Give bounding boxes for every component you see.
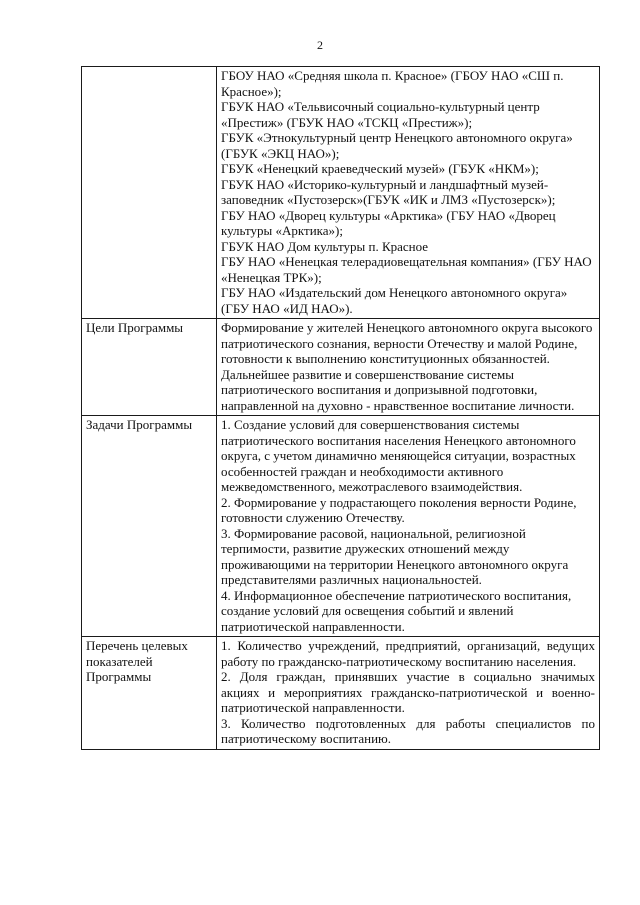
task-item: 3. Формирование расовой, национальной, религиозной терпимости, развитие дружеских отношений между проживающими на территории Ненецкого автономного округа представителями различных национальностей. xyxy=(221,525,569,587)
participant-item: ГБУК НАО Дом культуры п. Красное xyxy=(221,238,429,254)
goals-content-cell xyxy=(217,319,600,416)
participant-item: ГБУК НАО «Историко-культурный и ландшафтный музей-заповедник «Пустозерск»(ГБУК «ИК и ЛМЗ «Пустозерск»); xyxy=(221,176,556,207)
table-row-indicators xyxy=(82,637,600,750)
table-row-goals xyxy=(82,319,600,416)
page-number: 2 xyxy=(317,38,323,52)
participant-item: ГБУ НАО «Дворец культуры «Арктика» (ГБУ НАО «Дворец культуры «Арктика»); xyxy=(221,207,556,238)
task-item: 4. Информационное обеспечение патриотического воспитания, создание условий для освещения событий и явлений патриотической направленности. xyxy=(221,587,572,634)
goals-label: Цели Программы xyxy=(82,319,217,416)
program-passport-table xyxy=(81,66,600,750)
table-row-tasks xyxy=(82,416,600,637)
indicators-label: Перечень целевых показателей Программы xyxy=(82,637,217,750)
indicator-item: 1. Количество учреждений, предприятий, организаций, ведущих работу по гражданско-патриотическому воспитанию населения. xyxy=(221,638,595,669)
indicator-item: 3. Количество подготовленных для работы специалистов по патриотическому воспитанию. xyxy=(221,715,595,746)
participant-item: ГБОУ НАО «Средняя школа п. Красное» (ГБОУ НАО «СШ п. Красное»); xyxy=(221,68,564,99)
goal-paragraph: Формирование у жителей Ненецкого автономного округа высокого патриотического сознания, верности Отечеству и малой Родине, готовности к выполнению конституционных обязанностей. xyxy=(221,320,593,366)
table-row-participants xyxy=(82,67,600,319)
indicator-item: 2. Доля граждан, принявших участие в социально значимых акциях и мероприятиях гражданско-патриотической и военно-патриотической направленности. xyxy=(221,669,595,715)
tasks-content-cell xyxy=(217,416,600,637)
participants-content-cell xyxy=(217,67,600,319)
indicators-content-cell xyxy=(217,637,600,750)
participants-label-cell xyxy=(82,67,217,319)
tasks-label: Задачи Программы xyxy=(82,416,217,637)
task-item: 2. Формирование у подрастающего поколения верности Родине, готовности служению Отечеству. xyxy=(221,494,577,525)
task-item: 1. Создание условий для совершенствования системы патриотического воспитания населения Ненецкого автономного округа, с учетом динамично меняющейся ситуации, возрастных особенностей граждан и необходимости активного межведомственного, межотраслевого взаимодействия. xyxy=(221,417,576,494)
goal-paragraph: Дальнейшее развитие и совершенствование системы патриотического воспитания и допризывной подготовки, направленной на духовно - нравственное воспитание личности. xyxy=(221,366,575,413)
participant-item: ГБУК НАО «Тельвисочный социально-культурный центр «Престиж» (ГБУК НАО «ТСКЦ «Престиж»); xyxy=(221,99,540,130)
participant-item: ГБУК «Ненецкий краеведческий музей» (ГБУК «НКМ»); xyxy=(221,161,539,176)
participant-item: ГБУ НАО «Издательский дом Ненецкого автономного округа» (ГБУ НАО «ИД НАО»). xyxy=(221,285,568,316)
participant-item: ГБУ НАО «Ненецкая телерадиовещательная компания» (ГБУ НАО «Ненецкая ТРК»); xyxy=(221,254,592,285)
participant-item: ГБУК «Этнокультурный центр Ненецкого автономного округа» (ГБУК «ЭКЦ НАО»); xyxy=(221,130,573,161)
